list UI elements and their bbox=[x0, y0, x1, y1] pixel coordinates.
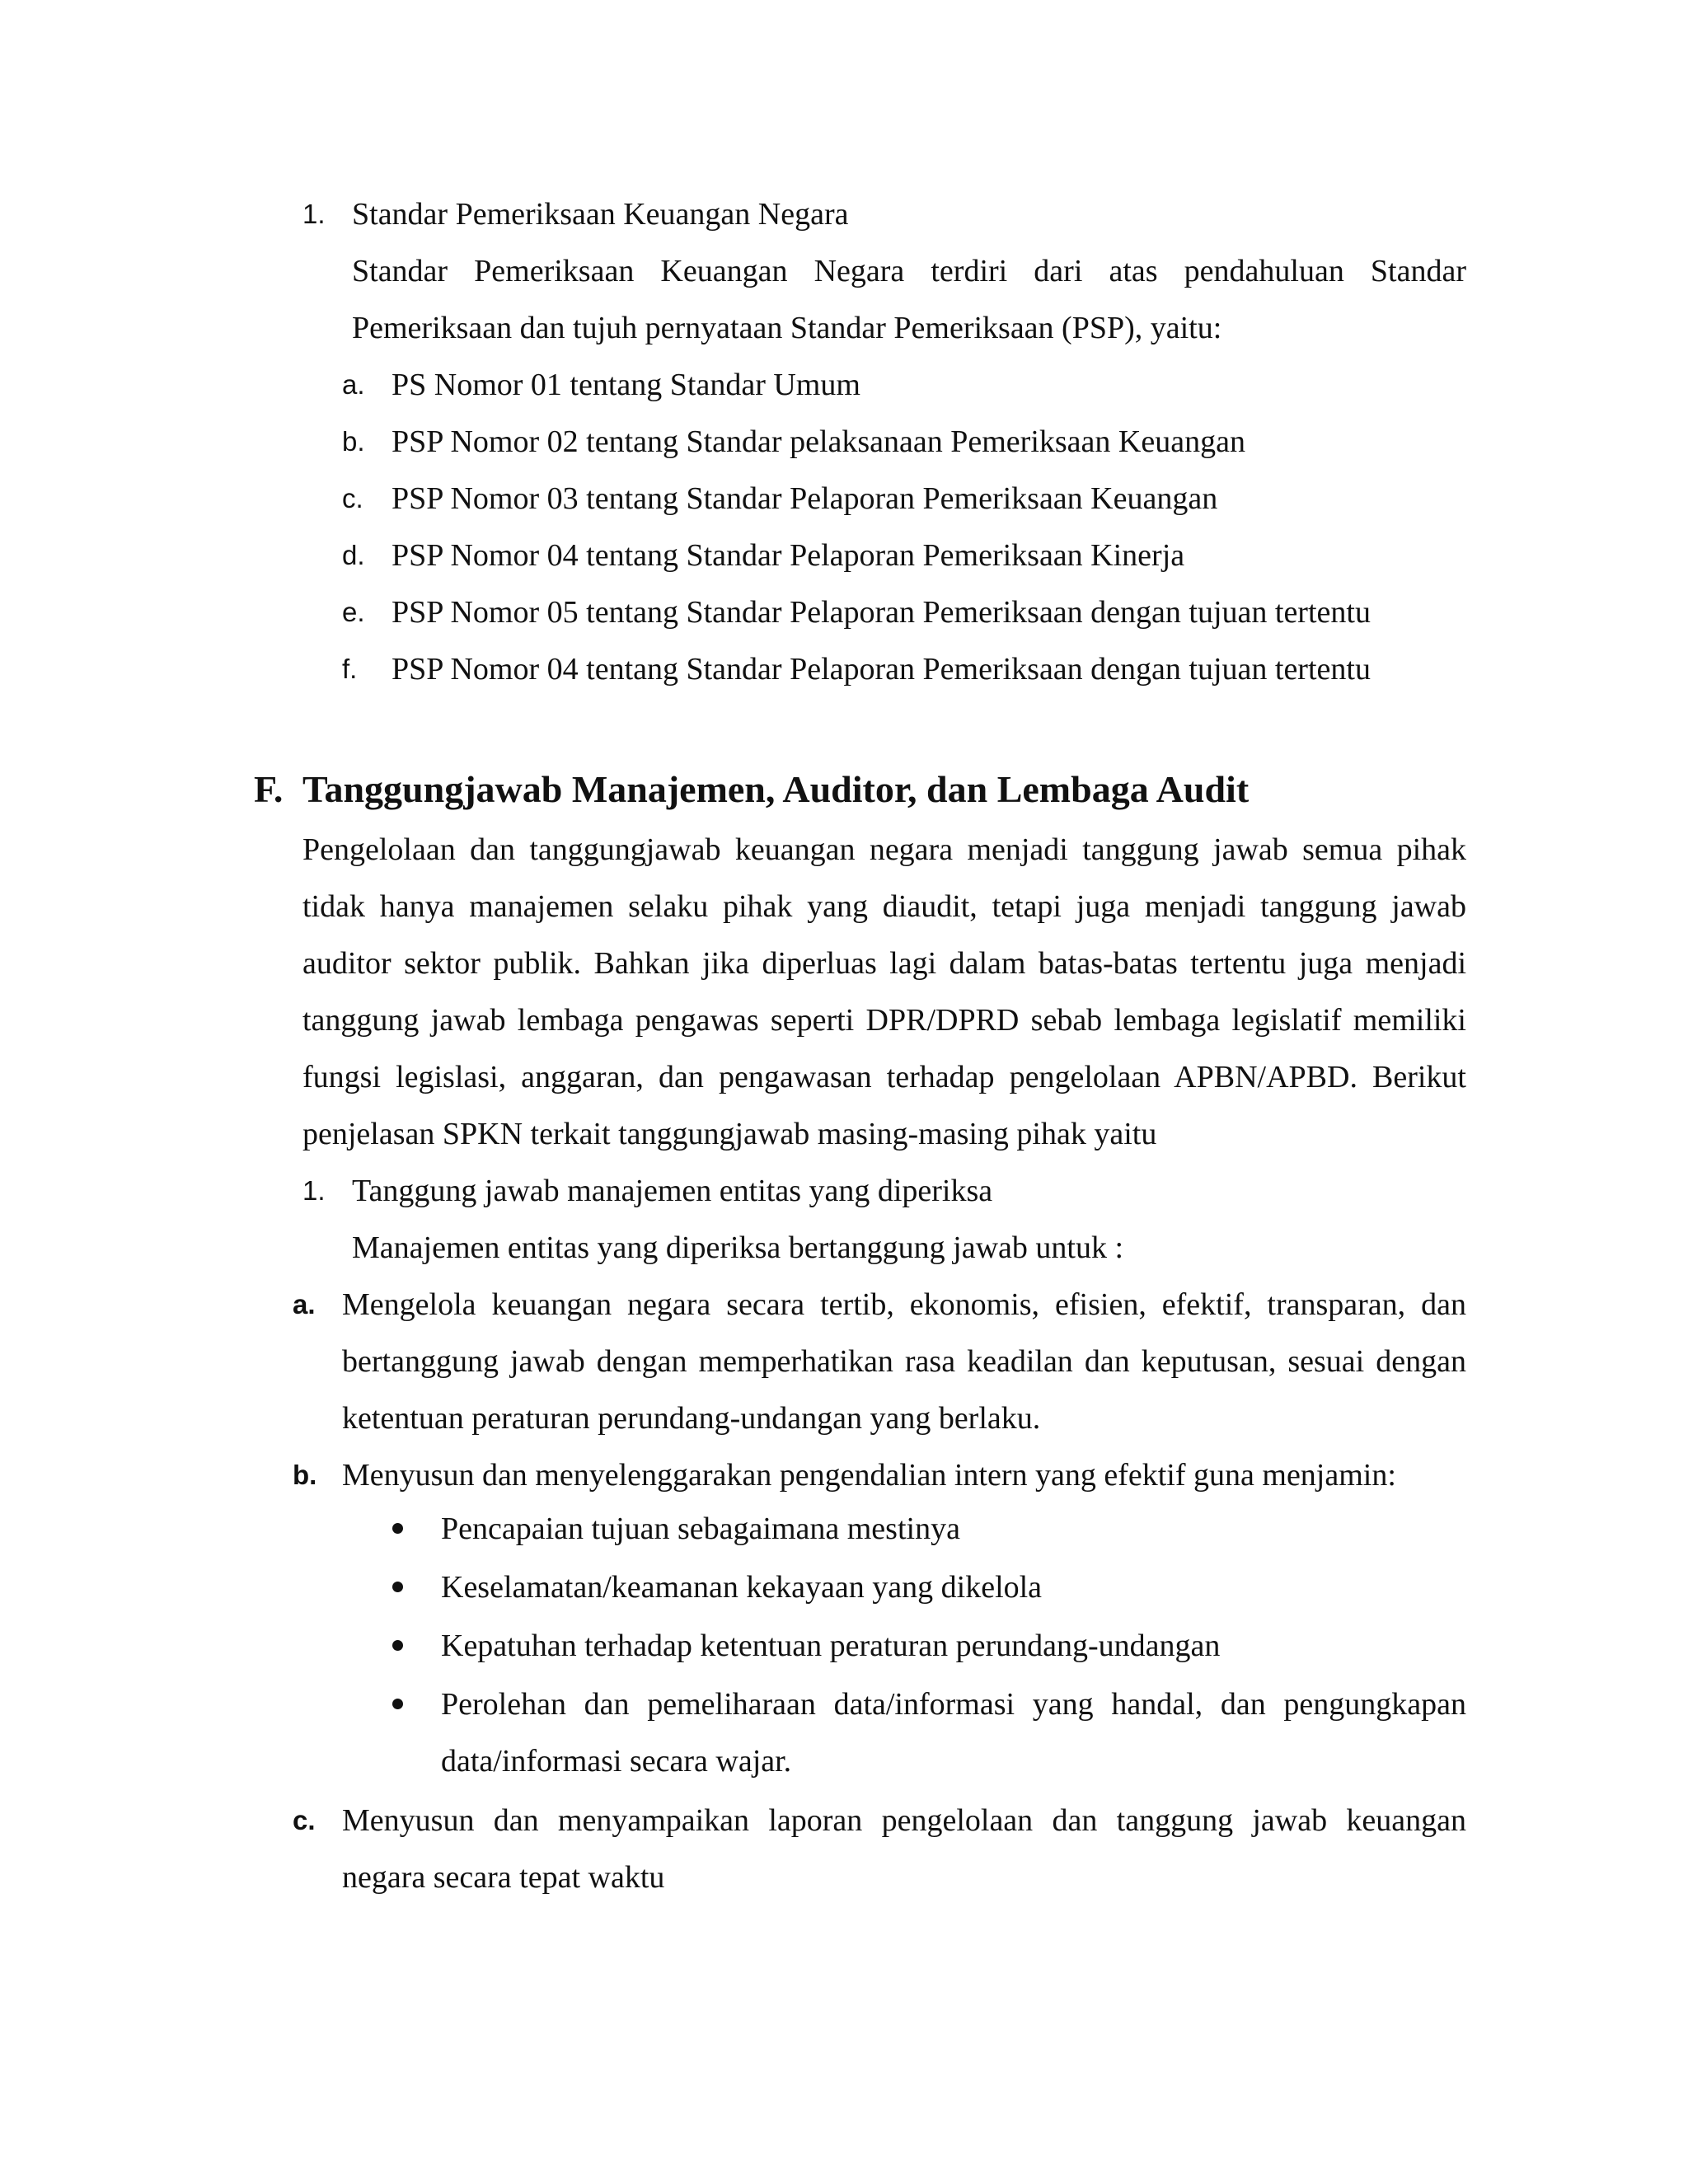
section1-item-c-label: c. bbox=[342, 483, 363, 513]
section1-intro-line-1: Standar Pemeriksaan Keuangan Negara terdiri dari atas pendahuluan Standar bbox=[352, 254, 1466, 288]
section-f-heading: Tanggungjawab Manajemen, Auditor, dan Lembaga Audit bbox=[302, 768, 1250, 810]
item-b-bullet-1: Pencapaian tujuan sebagaimana mestinya bbox=[441, 1511, 960, 1546]
item-b-bullet-4-line-2: data/informasi secara wajar. bbox=[441, 1744, 792, 1779]
section1-item-b-label: b. bbox=[342, 426, 365, 457]
item-b-bullet-3: Kepatuhan terhadap ketentuan peraturan perundang-undangan bbox=[441, 1629, 1221, 1663]
sub1-title: Tanggung jawab manajemen entitas yang diperiksa bbox=[352, 1174, 993, 1208]
bullet-icon bbox=[392, 1699, 403, 1709]
sub1-number: 1. bbox=[302, 1175, 326, 1206]
item-a-label: a. bbox=[293, 1289, 316, 1319]
item-c-label: c. bbox=[293, 1805, 316, 1835]
section1-item-e-text: PSP Nomor 05 tentang Standar Pelaporan Pemeriksaan dengan tujuan tertentu bbox=[392, 595, 1371, 630]
section-f-paragraph-line-5: fungsi legislasi, anggaran, dan pengawasan terhadap pengelolaan APBN/APBD. Berikut bbox=[302, 1060, 1466, 1094]
section1-item-e-label: e. bbox=[342, 597, 365, 627]
section1-intro-line-2: Pemeriksaan dan tujuh pernyataan Standar Pemeriksaan (PSP), yaitu: bbox=[352, 311, 1222, 345]
item-a-line-3: ketentuan peraturan perundang-undangan yang berlaku. bbox=[342, 1401, 1041, 1436]
section-f-paragraph-line-4: tanggung jawab lembaga pengawas seperti DPR/DPRD sebab lembaga legislatif memiliki bbox=[302, 1003, 1466, 1038]
item-c-line-2: negara secara tepat waktu bbox=[342, 1860, 665, 1895]
item-a-line-2: bertanggung jawab dengan memperhatikan rasa keadilan dan keputusan, sesuai dengan bbox=[342, 1344, 1466, 1379]
section1-item-c-text: PSP Nomor 03 tentang Standar Pelaporan Pemeriksaan Keuangan bbox=[392, 481, 1218, 516]
section-f-paragraph-line-6: penjelasan SPKN terkait tanggungjawab masing-masing pihak yaitu bbox=[302, 1117, 1157, 1151]
section1-item-f-text: PSP Nomor 04 tentang Standar Pelaporan Pemeriksaan dengan tujuan tertentu bbox=[392, 652, 1371, 687]
section1-item-b-text: PSP Nomor 02 tentang Standar pelaksanaan Pemeriksaan Keuangan bbox=[392, 424, 1245, 459]
bullet-icon bbox=[392, 1523, 403, 1534]
section-f-paragraph-line-1: Pengelolaan dan tanggungjawab keuangan negara menjadi tanggung jawab semua pihak bbox=[302, 832, 1466, 867]
section1-item-d-label: d. bbox=[342, 540, 365, 570]
bullet-icon bbox=[392, 1640, 403, 1651]
section1-item-d-text: PSP Nomor 04 tentang Standar Pelaporan Pemeriksaan Kinerja bbox=[392, 538, 1185, 573]
section-f-paragraph-line-2: tidak hanya manajemen selaku pihak yang diaudit, tetapi juga menjadi tanggung jawab bbox=[302, 889, 1466, 924]
section-f-letter: F. bbox=[254, 768, 284, 810]
section1-item-f-label: f. bbox=[342, 654, 358, 684]
item-b-bullet-4-line-1: Perolehan dan pemeliharaan data/informasi yang handal, dan pengungkapan bbox=[441, 1687, 1466, 1722]
item-b-text: Menyusun dan menyelenggarakan pengendalian intern yang efektif guna menjamin: bbox=[342, 1458, 1396, 1493]
item-a-line-1: Mengelola keuangan negara secara tertib, ekonomis, efisien, efektif, transparan, dan bbox=[342, 1287, 1466, 1322]
sub1-intro: Manajemen entitas yang diperiksa bertanggung jawab untuk : bbox=[352, 1230, 1124, 1265]
section1-item-a-label: a. bbox=[342, 369, 365, 400]
section-f-paragraph-line-3: auditor sektor publik. Bahkan jika diperluas lagi dalam batas-batas tertentu juga menjadi bbox=[302, 946, 1466, 981]
item-c-line-1: Menyusun dan menyampaikan laporan pengelolaan dan tanggung jawab keuangan bbox=[342, 1803, 1466, 1838]
section1-title: Standar Pemeriksaan Keuangan Negara bbox=[352, 197, 849, 232]
bullet-icon bbox=[392, 1582, 403, 1592]
section1-number: 1. bbox=[302, 199, 326, 229]
item-b-label: b. bbox=[293, 1460, 317, 1490]
item-b-bullet-2: Keselamatan/keamanan kekayaan yang dikelola bbox=[441, 1570, 1043, 1605]
section1-item-a-text: PS Nomor 01 tentang Standar Umum bbox=[392, 368, 860, 402]
